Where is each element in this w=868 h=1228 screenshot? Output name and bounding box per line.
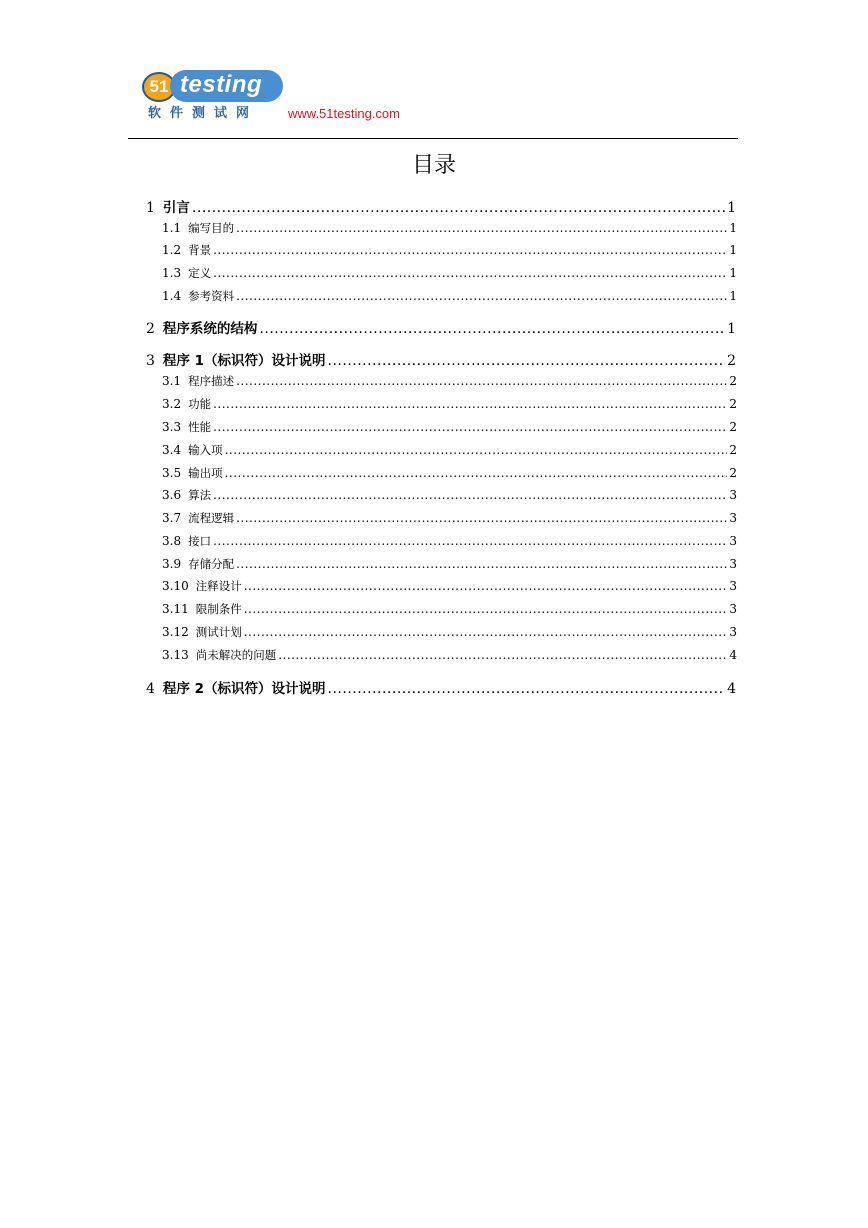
toc-entry-label: 程序描述 (188, 374, 235, 388)
toc-entry-page: 1 (727, 200, 736, 216)
toc-title: 目录 (411, 153, 456, 178)
toc-leader-dots (236, 511, 727, 525)
toc-leader-dots (192, 200, 725, 216)
toc-entry-number: 2 (146, 321, 155, 337)
toc-entry-number: 1 (146, 200, 155, 216)
toc-entry-number: 3.3 (162, 420, 182, 434)
toc-entry-number: 3 (146, 353, 155, 369)
toc-entry-label: 功能 (188, 397, 212, 411)
logo-badge: 51 (142, 72, 176, 102)
toc-entry-page: 3 (729, 602, 737, 616)
toc-entry-page: 3 (729, 488, 737, 502)
toc-entry-label: 程序 1（标识符）设计说明 (162, 353, 326, 369)
toc-leader-dots (225, 443, 728, 457)
toc-leader-dots (213, 266, 727, 280)
toc-entry-number: 3.11 (162, 602, 189, 616)
toc-entry-number: 3.4 (162, 443, 182, 457)
toc-entry[interactable] (162, 288, 737, 304)
toc-entry[interactable] (162, 442, 737, 458)
toc-entry[interactable] (162, 396, 737, 412)
toc-leader-dots (213, 534, 727, 548)
toc-leader-dots (236, 289, 727, 303)
toc-entry-page: 2 (729, 420, 737, 434)
toc-entry-number: 3.2 (162, 397, 182, 411)
toc-entry-number: 3.10 (162, 579, 189, 593)
toc-leader-dots (259, 321, 725, 337)
toc-entry-number: 3.12 (162, 625, 189, 639)
toc-leader-dots (244, 625, 728, 639)
toc-entry-page: 2 (729, 466, 737, 480)
toc-entry-label: 输入项 (188, 443, 223, 457)
toc-entry-label: 背景 (188, 243, 212, 257)
toc-entry[interactable] (162, 578, 737, 594)
toc-entry-page: 2 (727, 353, 736, 369)
toc-entry-number: 3.13 (162, 648, 189, 662)
toc-entry-page: 1 (729, 289, 737, 303)
toc-entry[interactable] (162, 487, 737, 503)
toc-entry[interactable] (146, 317, 736, 337)
toc-entry-label: 存储分配 (188, 557, 235, 571)
toc-leader-dots (213, 243, 727, 257)
toc-entry-page: 1 (729, 243, 737, 257)
toc-entry-number: 4 (146, 681, 155, 697)
toc-entry-page: 2 (729, 443, 737, 457)
toc-leader-dots (236, 374, 727, 388)
toc-entry-label: 程序系统的结构 (162, 321, 258, 337)
toc-entry-page: 3 (729, 511, 737, 525)
toc-leader-dots (236, 557, 727, 571)
toc-entry-page: 4 (727, 681, 736, 697)
toc-entry-number: 3.6 (162, 488, 182, 502)
toc-entry[interactable] (162, 220, 737, 236)
toc-leader-dots (213, 488, 727, 502)
toc-entry-label: 定义 (188, 266, 212, 280)
toc-entry[interactable] (162, 419, 737, 435)
toc-entry[interactable] (146, 349, 736, 369)
toc-entry-label: 流程逻辑 (188, 511, 235, 525)
toc-entry[interactable] (146, 677, 736, 697)
logo-wordmark: testing (170, 70, 283, 102)
site-logo (142, 70, 287, 122)
site-url-link[interactable]: www.51testing.com (288, 106, 400, 121)
toc-entry-number: 3.1 (162, 374, 182, 388)
toc-entry-label: 编写目的 (188, 221, 235, 235)
toc-entry-number: 3.9 (162, 557, 182, 571)
toc-entry-page: 3 (729, 625, 737, 639)
toc-entry-number: 1.1 (162, 221, 182, 235)
toc-leader-dots (278, 648, 727, 662)
toc-entry-label: 算法 (188, 488, 212, 502)
toc-leader-dots (328, 681, 726, 697)
toc-leader-dots (213, 420, 727, 434)
toc-entry-number: 1.2 (162, 243, 182, 257)
toc-leader-dots (213, 397, 727, 411)
toc-entry-label: 测试计划 (195, 625, 242, 639)
toc-entry[interactable] (162, 533, 737, 549)
toc-entry-page: 1 (729, 221, 737, 235)
toc-entry-number: 3.5 (162, 466, 182, 480)
toc-entry-page: 2 (729, 397, 737, 411)
toc-entry-page: 4 (729, 648, 737, 662)
toc-entry[interactable] (146, 196, 736, 216)
logo-chinese-text: 软件测试网 (148, 106, 259, 121)
toc-entry-page: 1 (729, 266, 737, 280)
toc-entry[interactable] (162, 510, 737, 526)
toc-entry-label: 输出项 (188, 466, 223, 480)
toc-entry-label: 程序 2（标识符）设计说明 (162, 681, 326, 697)
toc-entry-label: 性能 (188, 420, 212, 434)
toc-entry-label: 限制条件 (195, 602, 242, 616)
toc-entry-number: 1.3 (162, 266, 182, 280)
toc-entry[interactable] (162, 242, 737, 258)
toc-entry-number: 1.4 (162, 289, 182, 303)
toc-entry-page: 3 (729, 579, 737, 593)
toc-entry-label: 引言 (162, 200, 190, 216)
toc-entry[interactable] (162, 373, 737, 389)
header-divider (128, 138, 738, 139)
toc-entry[interactable] (162, 465, 737, 481)
toc-leader-dots (244, 579, 728, 593)
toc-entry[interactable] (162, 601, 737, 617)
toc-entry-number: 3.8 (162, 534, 182, 548)
toc-entry-number: 3.7 (162, 511, 182, 525)
toc-entry-page: 1 (727, 321, 736, 337)
toc-entry-page: 3 (729, 557, 737, 571)
toc-entry[interactable] (162, 624, 737, 640)
toc-entry-label: 尚未解决的问题 (195, 648, 277, 662)
toc-entry[interactable] (162, 265, 737, 281)
toc-entry[interactable] (162, 647, 737, 663)
toc-leader-dots (225, 466, 728, 480)
toc-entry-label: 注释设计 (195, 579, 242, 593)
toc-entry-label: 参考资料 (188, 289, 235, 303)
toc-leader-dots (244, 602, 728, 616)
toc-leader-dots (236, 221, 727, 235)
toc-entry-page: 3 (729, 534, 737, 548)
toc-entry-page: 2 (729, 374, 737, 388)
toc-entry[interactable] (162, 556, 737, 572)
toc-leader-dots (328, 353, 726, 369)
toc-entry-label: 接口 (188, 534, 212, 548)
